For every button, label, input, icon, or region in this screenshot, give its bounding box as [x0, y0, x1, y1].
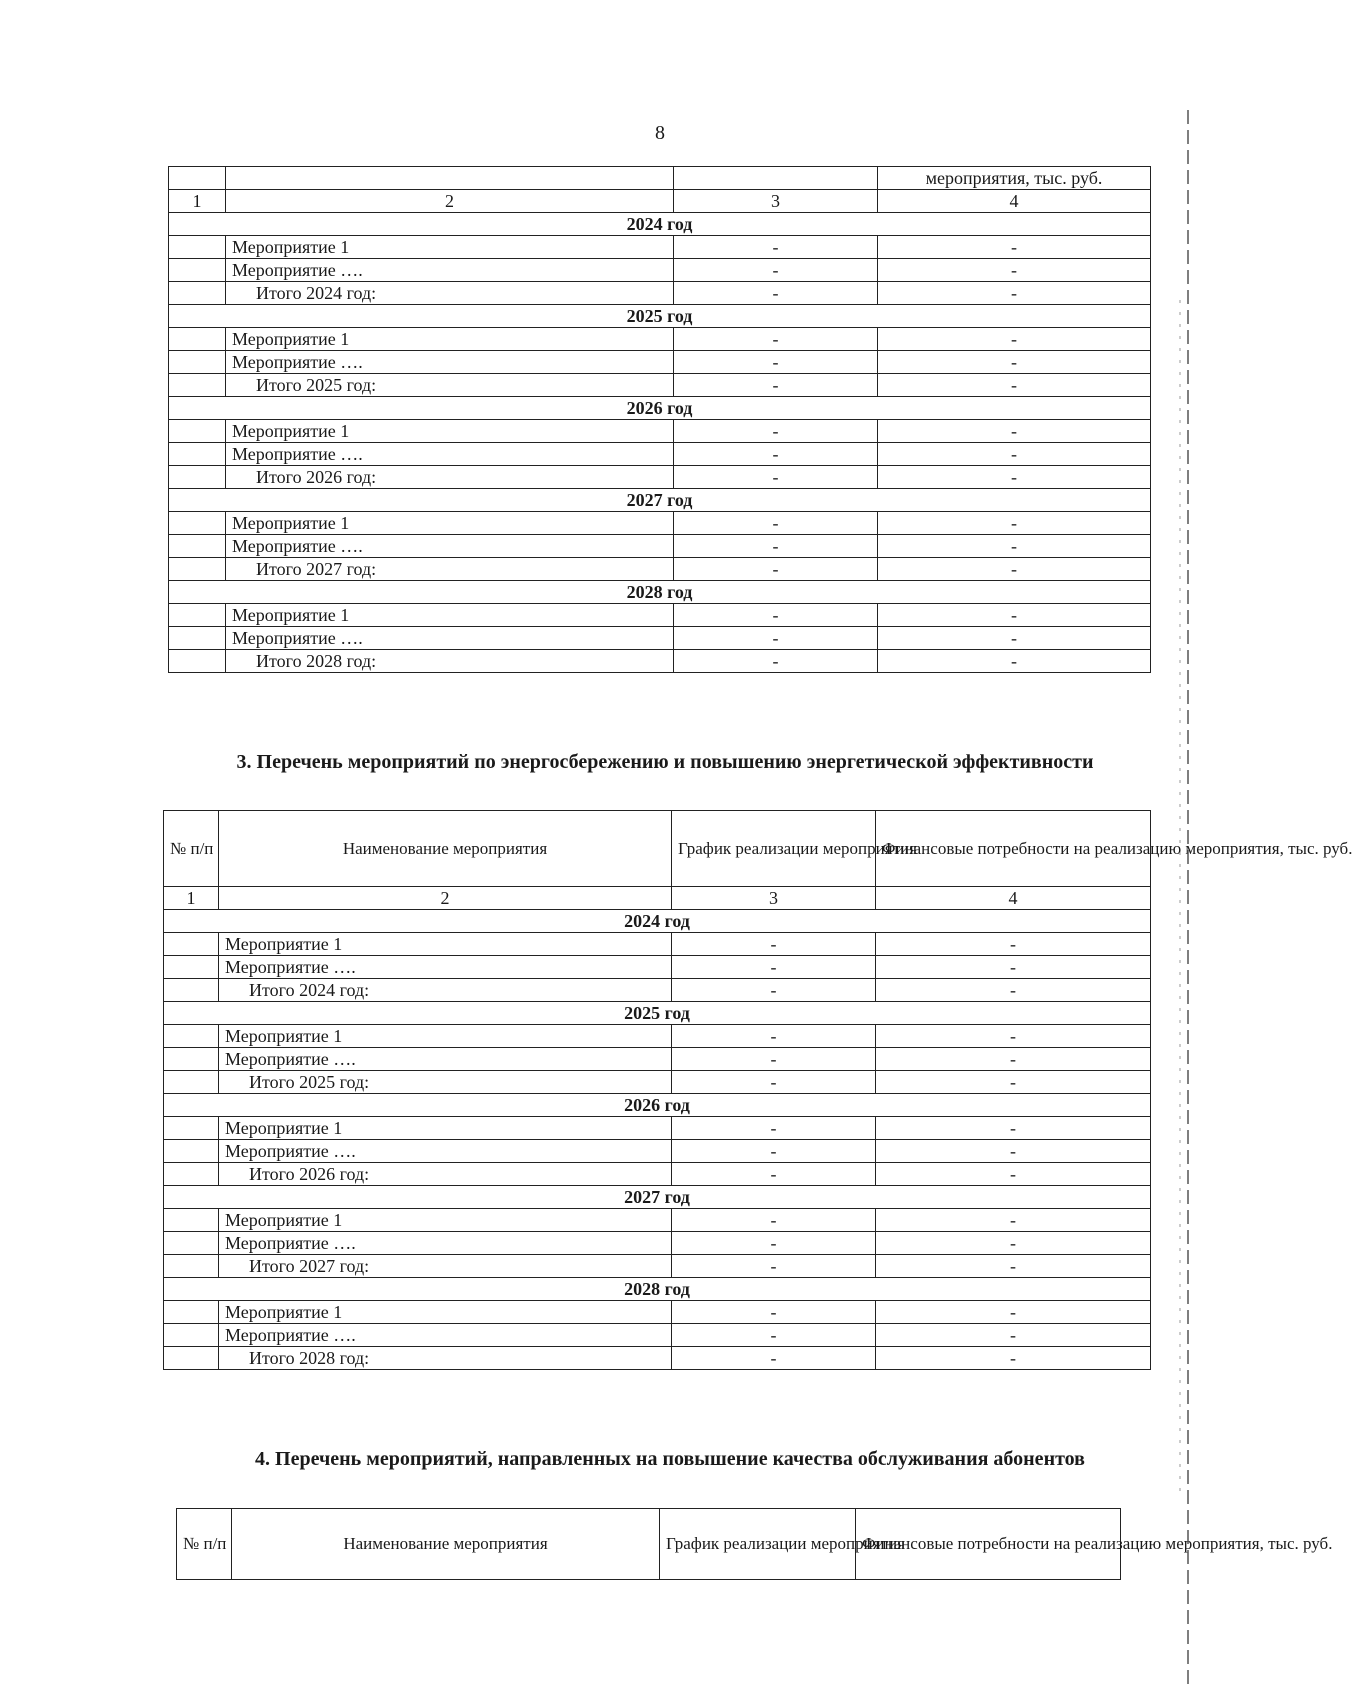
schedule-cell: -	[672, 1232, 876, 1255]
schedule-cell: -	[674, 351, 878, 374]
finance-cell: -	[878, 535, 1151, 558]
measure-name-cell: Мероприятие ….	[226, 627, 674, 650]
header-cell: мероприятия, тыс. руб.	[878, 167, 1151, 190]
measure-name-cell: Мероприятие 1	[226, 420, 674, 443]
table-row	[169, 512, 1151, 535]
column-number-row	[164, 887, 1151, 910]
header-cell-finance: Финансовые потребности на реализацию мероприятия, тыс. руб.	[876, 811, 1151, 887]
year-row	[169, 581, 1151, 604]
schedule-cell: -	[672, 1324, 876, 1347]
measure-name-cell: Мероприятие 1	[219, 933, 672, 956]
finance-cell: -	[878, 282, 1151, 305]
total-label-cell: Итого 2028 год:	[226, 650, 674, 673]
table-row	[164, 1324, 1151, 1347]
table-row	[169, 627, 1151, 650]
finance-cell: -	[876, 979, 1151, 1002]
total-label-cell: Итого 2026 год:	[219, 1163, 672, 1186]
table-row	[169, 351, 1151, 374]
row-number-cell	[164, 1301, 219, 1324]
finance-cell: -	[876, 1025, 1151, 1048]
schedule-cell: -	[672, 1140, 876, 1163]
finance-cell: -	[878, 604, 1151, 627]
row-number-cell	[164, 933, 219, 956]
year-label: 2024 год	[164, 910, 1151, 933]
finance-cell: -	[878, 650, 1151, 673]
header-cell	[226, 167, 674, 190]
finance-cell: -	[878, 466, 1151, 489]
schedule-cell: -	[672, 1071, 876, 1094]
table-section-4	[176, 1508, 1333, 1580]
row-number-cell	[164, 1117, 219, 1140]
measure-name-cell: Мероприятие 1	[219, 1301, 672, 1324]
measure-name-cell: Мероприятие 1	[219, 1025, 672, 1048]
header-cell-schedule: График реализации мероприятия	[672, 811, 876, 887]
year-row	[164, 1002, 1151, 1025]
finance-cell: -	[876, 956, 1151, 979]
schedule-cell: -	[674, 236, 878, 259]
finance-cell: -	[876, 933, 1151, 956]
finance-cell: -	[876, 1347, 1151, 1370]
finance-cell: -	[876, 1324, 1151, 1347]
row-number-cell	[164, 1071, 219, 1094]
finance-cell: -	[876, 1255, 1151, 1278]
schedule-cell: -	[672, 956, 876, 979]
year-label: 2024 год	[169, 213, 1151, 236]
schedule-cell: -	[674, 420, 878, 443]
row-number-cell	[164, 1048, 219, 1071]
schedule-cell: -	[672, 1025, 876, 1048]
schedule-cell: -	[674, 512, 878, 535]
header-cell-name: Наименование мероприятия	[232, 1509, 660, 1580]
schedule-cell: -	[674, 627, 878, 650]
header-cell-number: № п/п	[177, 1509, 232, 1580]
finance-cell: -	[876, 1301, 1151, 1324]
finance-cell: -	[876, 1117, 1151, 1140]
row-number-cell	[169, 512, 226, 535]
total-label-cell: Итого 2024 год:	[226, 282, 674, 305]
schedule-cell: -	[674, 650, 878, 673]
row-number-cell	[164, 956, 219, 979]
finance-cell: -	[876, 1209, 1151, 1232]
table-row	[164, 1232, 1151, 1255]
schedule-cell: -	[672, 1209, 876, 1232]
table-row	[169, 604, 1151, 627]
table-header-row	[177, 1509, 1121, 1580]
total-row	[169, 282, 1151, 305]
measure-name-cell: Мероприятие 1	[226, 512, 674, 535]
column-number-cell: 3	[674, 190, 878, 213]
table-row	[169, 420, 1151, 443]
measure-name-cell: Мероприятие 1	[226, 236, 674, 259]
year-label: 2025 год	[164, 1002, 1151, 1025]
section-4-title: 4. Перечень мероприятий, направленных на повышение качества обслуживания абонентов	[255, 1448, 1085, 1470]
schedule-cell: -	[674, 282, 878, 305]
section-3-title: 3. Перечень мероприятий по энергосбережению и повышению энергетической эффективности	[236, 751, 1094, 773]
measure-name-cell: Мероприятие ….	[219, 1048, 672, 1071]
row-number-cell	[164, 1324, 219, 1347]
table-row	[169, 259, 1151, 282]
row-number-cell	[169, 466, 226, 489]
year-label: 2028 год	[169, 581, 1151, 604]
row-number-cell	[169, 443, 226, 466]
year-row	[169, 397, 1151, 420]
row-number-cell	[169, 535, 226, 558]
scan-edge-marks	[1140, 0, 1200, 1697]
year-row	[169, 213, 1151, 236]
table-row	[169, 535, 1151, 558]
total-label-cell: Итого 2026 год:	[226, 466, 674, 489]
year-label: 2026 год	[169, 397, 1151, 420]
total-label-cell: Итого 2027 год:	[226, 558, 674, 581]
row-number-cell	[164, 1140, 219, 1163]
schedule-cell: -	[674, 604, 878, 627]
table-row	[164, 1025, 1151, 1048]
total-row	[164, 1347, 1151, 1370]
finance-cell: -	[876, 1140, 1151, 1163]
total-label-cell: Итого 2028 год:	[219, 1347, 672, 1370]
schedule-cell: -	[672, 1255, 876, 1278]
finance-cell: -	[878, 374, 1151, 397]
finance-cell: -	[878, 328, 1151, 351]
total-row	[169, 466, 1151, 489]
year-label: 2028 год	[164, 1278, 1151, 1301]
finance-cell: -	[878, 420, 1151, 443]
column-number-cell: 2	[226, 190, 674, 213]
measure-name-cell: Мероприятие ….	[219, 1232, 672, 1255]
total-row	[164, 1071, 1151, 1094]
schedule-cell: -	[672, 1301, 876, 1324]
schedule-cell: -	[672, 1163, 876, 1186]
header-cell-schedule: График реализации мероприятия	[660, 1509, 856, 1580]
finance-cell: -	[878, 443, 1151, 466]
schedule-cell: -	[674, 259, 878, 282]
finance-cell: -	[878, 558, 1151, 581]
column-number-cell: 1	[164, 887, 219, 910]
header-cell	[674, 167, 878, 190]
table-top-continuation	[168, 166, 1151, 673]
table-row	[169, 328, 1151, 351]
header-cell-name: Наименование мероприятия	[219, 811, 672, 887]
year-row	[164, 1278, 1151, 1301]
row-number-cell	[164, 1025, 219, 1048]
table-row	[169, 443, 1151, 466]
row-number-cell	[169, 650, 226, 673]
schedule-cell: -	[672, 979, 876, 1002]
row-number-cell	[164, 1255, 219, 1278]
row-number-cell	[164, 1347, 219, 1370]
measure-name-cell: Мероприятие 1	[219, 1209, 672, 1232]
finance-cell: -	[878, 512, 1151, 535]
measure-name-cell: Мероприятие ….	[226, 535, 674, 558]
table-row	[164, 1140, 1151, 1163]
row-number-cell	[169, 351, 226, 374]
finance-cell: -	[878, 351, 1151, 374]
table-row	[164, 1117, 1151, 1140]
year-row	[164, 910, 1151, 933]
year-row	[169, 489, 1151, 512]
total-label-cell: Итого 2027 год:	[219, 1255, 672, 1278]
schedule-cell: -	[674, 466, 878, 489]
finance-cell: -	[876, 1232, 1151, 1255]
year-label: 2027 год	[164, 1186, 1151, 1209]
measure-name-cell: Мероприятие ….	[219, 956, 672, 979]
table-row	[164, 956, 1151, 979]
column-number-cell: 3	[672, 887, 876, 910]
finance-cell: -	[878, 627, 1151, 650]
table-header-row	[169, 167, 1151, 190]
total-row	[164, 1163, 1151, 1186]
row-number-cell	[169, 259, 226, 282]
finance-cell: -	[878, 236, 1151, 259]
schedule-cell: -	[674, 374, 878, 397]
total-row	[164, 979, 1151, 1002]
table-row	[164, 1301, 1151, 1324]
total-row	[169, 558, 1151, 581]
finance-cell: -	[876, 1163, 1151, 1186]
year-row	[164, 1094, 1151, 1117]
year-row	[164, 1186, 1151, 1209]
column-number-cell: 1	[169, 190, 226, 213]
total-label-cell: Итого 2024 год:	[219, 979, 672, 1002]
row-number-cell	[169, 328, 226, 351]
row-number-cell	[164, 1209, 219, 1232]
total-row	[164, 1255, 1151, 1278]
schedule-cell: -	[672, 1048, 876, 1071]
schedule-cell: -	[674, 443, 878, 466]
header-cell-finance: Финансовые потребности на реализацию мероприятия, тыс. руб.	[856, 1509, 1121, 1580]
header-cell	[169, 167, 226, 190]
table-row	[164, 933, 1151, 956]
total-row	[169, 374, 1151, 397]
column-number-cell: 2	[219, 887, 672, 910]
year-label: 2026 год	[164, 1094, 1151, 1117]
measure-name-cell: Мероприятие ….	[219, 1324, 672, 1347]
page-number: 8	[655, 122, 665, 144]
schedule-cell: -	[672, 933, 876, 956]
measure-name-cell: Мероприятие ….	[226, 259, 674, 282]
total-label-cell: Итого 2025 год:	[226, 374, 674, 397]
row-number-cell	[169, 374, 226, 397]
schedule-cell: -	[674, 328, 878, 351]
finance-cell: -	[876, 1071, 1151, 1094]
table-row	[169, 236, 1151, 259]
year-label: 2027 год	[169, 489, 1151, 512]
row-number-cell	[169, 420, 226, 443]
table-row	[164, 1048, 1151, 1071]
row-number-cell	[169, 282, 226, 305]
schedule-cell: -	[672, 1117, 876, 1140]
schedule-cell: -	[674, 535, 878, 558]
measure-name-cell: Мероприятие 1	[226, 604, 674, 627]
header-cell-number: № п/п	[164, 811, 219, 887]
table-row	[164, 1209, 1151, 1232]
row-number-cell	[169, 604, 226, 627]
measure-name-cell: Мероприятие ….	[226, 443, 674, 466]
table-section-3	[163, 810, 1352, 1370]
schedule-cell: -	[674, 558, 878, 581]
row-number-cell	[164, 979, 219, 1002]
column-number-cell: 4	[876, 887, 1151, 910]
measure-name-cell: Мероприятие ….	[219, 1140, 672, 1163]
row-number-cell	[164, 1163, 219, 1186]
total-row	[169, 650, 1151, 673]
table-header-row	[164, 811, 1151, 887]
finance-cell: -	[876, 1048, 1151, 1071]
row-number-cell	[169, 627, 226, 650]
row-number-cell	[169, 558, 226, 581]
measure-name-cell: Мероприятие ….	[226, 351, 674, 374]
schedule-cell: -	[672, 1347, 876, 1370]
row-number-cell	[169, 236, 226, 259]
finance-cell: -	[878, 259, 1151, 282]
year-row	[169, 305, 1151, 328]
measure-name-cell: Мероприятие 1	[226, 328, 674, 351]
row-number-cell	[164, 1232, 219, 1255]
column-number-cell: 4	[878, 190, 1151, 213]
total-label-cell: Итого 2025 год:	[219, 1071, 672, 1094]
measure-name-cell: Мероприятие 1	[219, 1117, 672, 1140]
year-label: 2025 год	[169, 305, 1151, 328]
column-number-row	[169, 190, 1151, 213]
